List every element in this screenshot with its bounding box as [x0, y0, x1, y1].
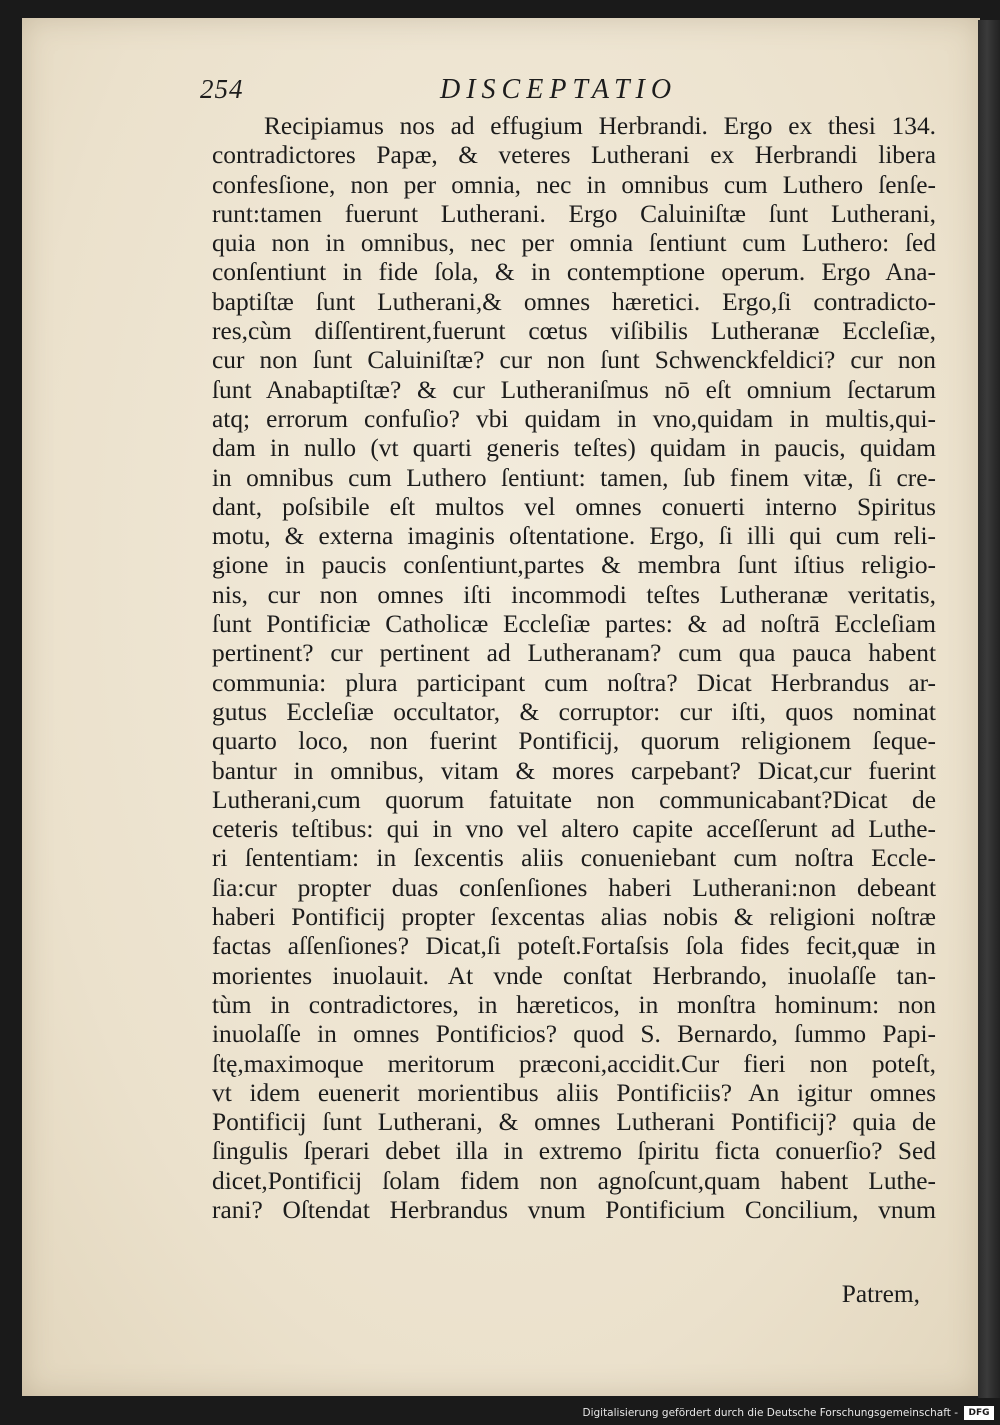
text-line: quia non in omnibus, nec per omnia ſentiunt cum Luthero: ſed	[212, 229, 936, 258]
text-line: dant, poſsibile eſt multos vel omnes conuerti interno Spiritus	[212, 492, 936, 521]
text-line: quarto loco, non fuerint Pontificij, quorum religionem ſeque-	[212, 727, 936, 756]
text-line: runt:tamen fuerunt Lutherani. Ergo Caluiniſtæ ſunt Lutherani,	[212, 199, 936, 228]
text-line: rani? Oſtendat Herbrandus vnum Pontificium Concilium, vnum	[212, 1195, 936, 1224]
text-line: gione in paucis conſentiunt,partes & membra ſunt iſtius religio-	[212, 551, 936, 580]
text-line: Recipiamus nos ad effugium Herbrandi. Ergo ex thesi 134.	[264, 112, 936, 140]
text-line: ſunt Pontificiæ Catholicæ Eccleſiæ partes: & ad noſtrā Eccleſiam	[212, 610, 936, 639]
text-line: gutus Eccleſiæ occultator, & corruptor: cur iſti, quos nominat	[212, 697, 936, 726]
text-line: ſingulis ſperari debet illa in extremo ſpiritu ficta conuerſio? Sed	[212, 1137, 936, 1166]
footer-credit: Digitalisierung gefördert durch die Deutsche Forschungsgemeinschaft -	[582, 1407, 958, 1419]
text-line: inuolaſſe in omnes Pontificios? quod S. Bernardo, ſummo Papi-	[212, 1020, 936, 1049]
page-header	[200, 74, 940, 114]
text-line: tùm in contradictores, in hæreticos, in monſtra hominum: non	[212, 990, 936, 1019]
text-line: in omnibus cum Luthero ſentiunt: tamen, ſub finem vitæ, ſi cre-	[212, 463, 936, 492]
text-line: baptiſtæ ſunt Lutherani,& omnes hæretici. Ergo,ſi contradicto-	[212, 287, 936, 316]
text-line: factas aſſenſiones? Dicat,ſi poteſt.Fortaſsis ſola fides fecit,quæ in	[212, 932, 936, 961]
text-line: ſtę,maximoque meritorum præconi,accidit.Cur fieri non poteſt,	[212, 1049, 936, 1078]
text-line: ceteris teſtibus: qui in vno vel altero capite acceſſerunt ad Luthe-	[212, 815, 936, 844]
facing-page-edge	[978, 20, 1000, 1398]
text-line: nis, cur non omnes iſti incommodi teſtes Lutheranæ veritatis,	[212, 580, 936, 609]
text-line: ri ſententiam: in ſexcentis aliis conueniebant cum noſtra Eccle-	[212, 844, 936, 873]
page-number: 254	[200, 74, 244, 104]
text-line: haberi Pontificij propter ſexcentas alias nobis & religioni noſtræ	[212, 903, 936, 932]
text-line: dicet,Pontificij ſolam fidem non agnoſcunt,quam habent Luthe-	[212, 1166, 936, 1195]
body-text	[212, 112, 936, 1225]
text-line: communia: plura participant cum noſtra? Dicat Herbrandus ar-	[212, 668, 936, 697]
text-line: dam in nullo (vt quarti generis teſtes) quidam in paucis, quidam	[212, 434, 936, 463]
footer-bar	[0, 1398, 1000, 1425]
text-line: morientes inuolauit. At vnde conſtat Herbrando, inuolaſſe tan-	[212, 961, 936, 990]
text-line: res,cùm diſſentirent,fuerunt cœtus viſibilis Lutheranæ Eccleſiæ,	[212, 317, 936, 346]
running-head: DISCEPTATIO	[440, 74, 678, 105]
dfg-logo: DFG	[964, 1406, 994, 1420]
text-line: atq; errorum confuſio? vbi quidam in vno,quidam in multis,qui-	[212, 404, 936, 433]
text-line: contradictores Papæ, & veteres Lutherani ex Herbrandi libera	[212, 141, 936, 170]
text-line: ſia:cur propter duas conſenſiones haberi Lutherani:non debeant	[212, 873, 936, 902]
text-line: bantur in omnibus, vitam & mores carpebant? Dicat,cur fuerint	[212, 756, 936, 785]
text-line: conſentiunt in fide ſola, & in contemptione operum. Ergo Ana-	[212, 258, 936, 287]
text-line: cur non ſunt Caluiniſtæ? cur non ſunt Schwenckfeldici? cur non	[212, 346, 936, 375]
text-line: Pontificij ſunt Lutherani, & omnes Lutherani Pontificij? quia de	[212, 1108, 936, 1137]
catchword: Patrem,	[841, 1280, 920, 1308]
text-line: ſunt Anabaptiſtæ? & cur Lutheraniſmus nō eſt omnium ſectarum	[212, 375, 936, 404]
text-line: confesſione, non per omnia, nec in omnibus cum Luthero ſenſe-	[212, 170, 936, 199]
text-line: pertinent? cur pertinent ad Lutheranam? cum qua pauca habent	[212, 639, 936, 668]
text-line: Lutherani,cum quorum fatuitate non communicabant?Dicat de	[212, 785, 936, 814]
text-line: vt idem euenerit morientibus aliis Pontificiis? An igitur omnes	[212, 1078, 936, 1107]
text-line: motu, & externa imaginis oſtentatione. Ergo, ſi illi qui cum reli-	[212, 522, 936, 551]
